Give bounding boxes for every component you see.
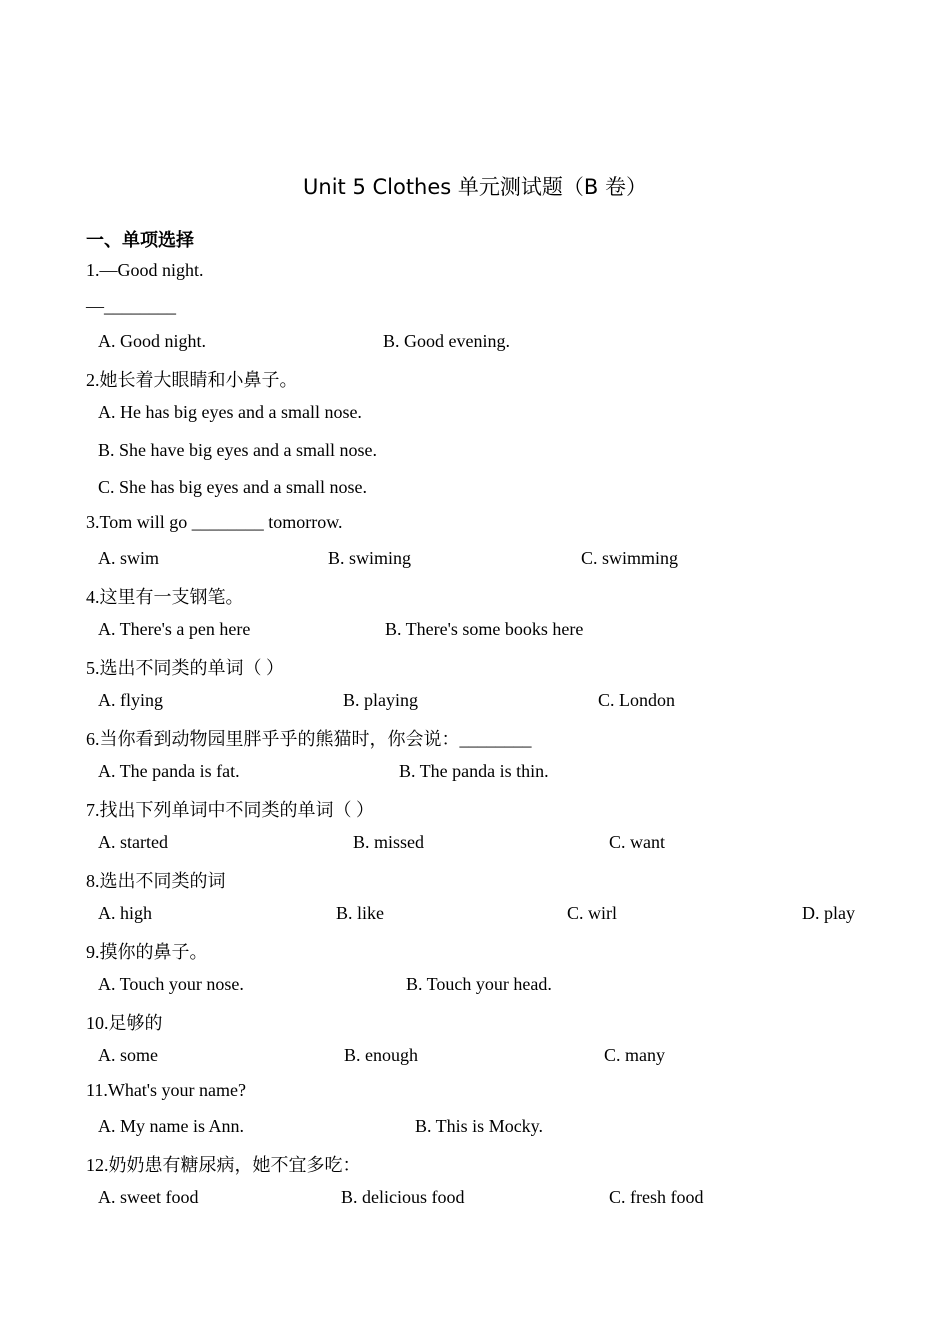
option-b: B. This is Mocky.: [415, 1116, 544, 1136]
option-a: A. Good night.: [98, 331, 206, 351]
option-b: B. missed: [353, 832, 425, 852]
question-stem: 2.她长着大眼睛和小鼻子。: [86, 370, 298, 390]
option-c: C. want: [609, 832, 665, 852]
option-a: A. high: [98, 903, 152, 923]
option-c: C. wirl: [567, 903, 618, 923]
option-a: A. started: [98, 832, 168, 852]
question-stem: 6.当你看到动物园里胖乎乎的熊猫时，你会说：________: [86, 729, 532, 749]
option-a: A. My name is Ann.: [98, 1116, 244, 1136]
option-a: A. sweet food: [98, 1187, 199, 1207]
option-b: B. enough: [344, 1045, 418, 1065]
option-b: B. The panda is thin.: [399, 761, 549, 781]
option-b: B. delicious food: [341, 1187, 465, 1207]
question-stem: 4.这里有一支钢笔。: [86, 587, 244, 607]
option-c: C. She has big eyes and a small nose.: [98, 477, 367, 497]
option-c: C. fresh food: [609, 1187, 704, 1207]
option-c: C. many: [604, 1045, 665, 1065]
option-a: A. Touch your nose.: [98, 974, 244, 994]
question-stem: 10.足够的: [86, 1013, 163, 1033]
option-c: C. London: [598, 690, 676, 710]
document-title: Unit 5 Clothes 单元测试题（B 卷）: [303, 175, 647, 199]
option-a: A. There's a pen here: [98, 619, 251, 639]
option-a: A. swim: [98, 548, 160, 568]
option-a: A. The panda is fat.: [98, 761, 240, 781]
question-stem: 11.What's your name?: [86, 1080, 247, 1100]
question-stem: 7.找出下列单词中不同类的单词（ ）: [86, 800, 374, 820]
option-a: A. flying: [98, 690, 163, 710]
option-d: D. play: [802, 903, 855, 923]
question-stem: 3.Tom will go ________ tomorrow.: [86, 512, 343, 532]
option-c: C. swimming: [581, 548, 679, 568]
option-b: B. swiming: [328, 548, 412, 568]
option-b: B. There's some books here: [385, 619, 584, 639]
option-b: B. Good evening.: [383, 331, 510, 351]
option-b: B. like: [336, 903, 384, 923]
option-b: B. playing: [343, 690, 418, 710]
question-stem: 12.奶奶患有糖尿病，她不宜多吃：: [86, 1155, 361, 1175]
section-heading: 一、单项选择: [86, 230, 194, 251]
option-a: A. some: [98, 1045, 158, 1065]
answer-blank: —________: [86, 296, 176, 316]
option-b: B. Touch your head.: [406, 974, 552, 994]
question-stem: 1.—Good night.: [86, 260, 204, 280]
question-stem: 9.摸你的鼻子。: [86, 942, 208, 962]
question-stem: 8.选出不同类的词: [86, 871, 226, 891]
option-a: A. He has big eyes and a small nose.: [98, 402, 362, 422]
option-b: B. She have big eyes and a small nose.: [98, 440, 377, 460]
question-stem: 5.选出不同类的单词（ ）: [86, 658, 284, 678]
